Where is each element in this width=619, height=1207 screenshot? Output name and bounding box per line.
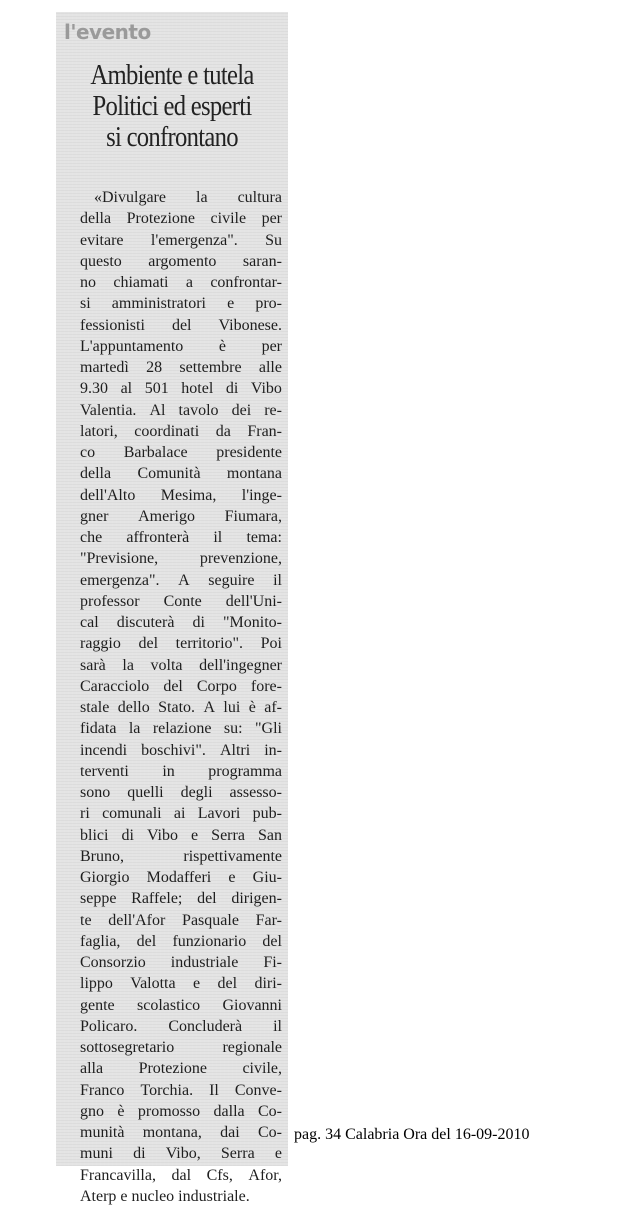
article-line: Franco Torchia. Il Conve- — [80, 1081, 282, 1099]
article-body — [80, 187, 282, 1207]
article-line: gner Amerigo Fiumara, — [80, 507, 282, 525]
article-line: gente scolastico Giovanni — [80, 996, 282, 1014]
article-line: stale dello Stato. A lui è af- — [80, 699, 282, 716]
article-line: faglia, del funzionario del — [80, 932, 282, 950]
article-line: Bruno, rispettivamente — [80, 847, 282, 865]
article-line: munità montana, dai Co- — [80, 1124, 282, 1141]
section-label: l'evento — [64, 20, 151, 44]
article-line: alla Protezione civile, — [80, 1060, 282, 1078]
article-line: latori, coordinati da Fran- — [80, 422, 282, 440]
article-line: L'appuntamento è per — [80, 337, 282, 355]
article-line: sono quelli degli assesso- — [80, 784, 282, 801]
article-line: raggio del territorio". Poi — [80, 635, 282, 653]
article-line: cal discuterà di "Monito- — [80, 614, 282, 631]
newspaper-clipping — [56, 12, 288, 1205]
article-line: 9.30 al 501 hotel di Vibo — [80, 380, 282, 398]
article-line: si amministratori e pro- — [80, 295, 282, 313]
article-line: blici di Vibo e Serra San — [80, 826, 282, 844]
article-line: Caracciolo del Corpo fore- — [80, 677, 282, 695]
article-line: co Barbalace presidente — [80, 444, 282, 461]
article-line: emergenza". A seguire il — [80, 571, 282, 589]
headline-line: si confrontano — [106, 122, 238, 153]
article-line: muni di Vibo, Serra e — [80, 1145, 282, 1163]
article-line: "Previsione, prevenzione, — [80, 550, 282, 568]
article-line: fidata la relazione su: "Gli — [80, 720, 282, 738]
article-line: Giorgio Modafferi e Giu- — [80, 869, 282, 886]
article-line: Policaro. Concluderà il — [80, 1017, 282, 1035]
article-line: che affronterà il tema: — [80, 529, 282, 546]
article-line: sottosegretario regionale — [80, 1039, 282, 1056]
article-line: martedì 28 settembre alle — [80, 359, 282, 376]
article-line: «Divulgare la cultura — [94, 189, 282, 206]
article-line: lippo Valotta e del diri- — [80, 975, 282, 993]
article-line: no chiamati a confrontar- — [80, 274, 282, 291]
article-line: dell'Alto Mesima, l'inge- — [80, 486, 282, 504]
article-line: Valentia. Al tavolo dei re- — [80, 401, 282, 419]
article-line: sarà la volta dell'ingegner — [80, 656, 282, 674]
article-line: della Comunità montana — [80, 465, 282, 483]
article-line: questo argomento saran- — [80, 252, 282, 270]
article-line: fessionisti del Vibonese. — [80, 316, 282, 334]
article-line: evitare l'emergenza". Su — [80, 231, 282, 249]
headline-line: Politici ed esperti — [92, 91, 252, 122]
source-note: pag. 34 Calabria Ora del 16-09-2010 — [294, 1126, 530, 1143]
article-line: Francavilla, dal Cfs, Afor, — [80, 1166, 282, 1184]
article-line: incendi boschivi". Altri in- — [80, 741, 282, 759]
article-line: terventi in programma — [80, 762, 282, 780]
article-line: professor Conte dell'Uni- — [80, 592, 282, 610]
headline — [70, 60, 274, 153]
article-line: ri comunali ai Lavori pub- — [80, 805, 282, 823]
article-line: della Protezione civile per — [80, 210, 282, 228]
headline-line: Ambiente e tutela — [90, 60, 254, 91]
article-line: Aterp e nucleo industriale. — [80, 1187, 250, 1205]
article-line: seppe Raffele; del dirigen- — [80, 890, 282, 908]
article-line: te dell'Afor Pasquale Far- — [80, 911, 282, 929]
article-line: gno è promosso dalla Co- — [80, 1102, 282, 1120]
article-line: Consorzio industriale Fi- — [80, 954, 282, 971]
